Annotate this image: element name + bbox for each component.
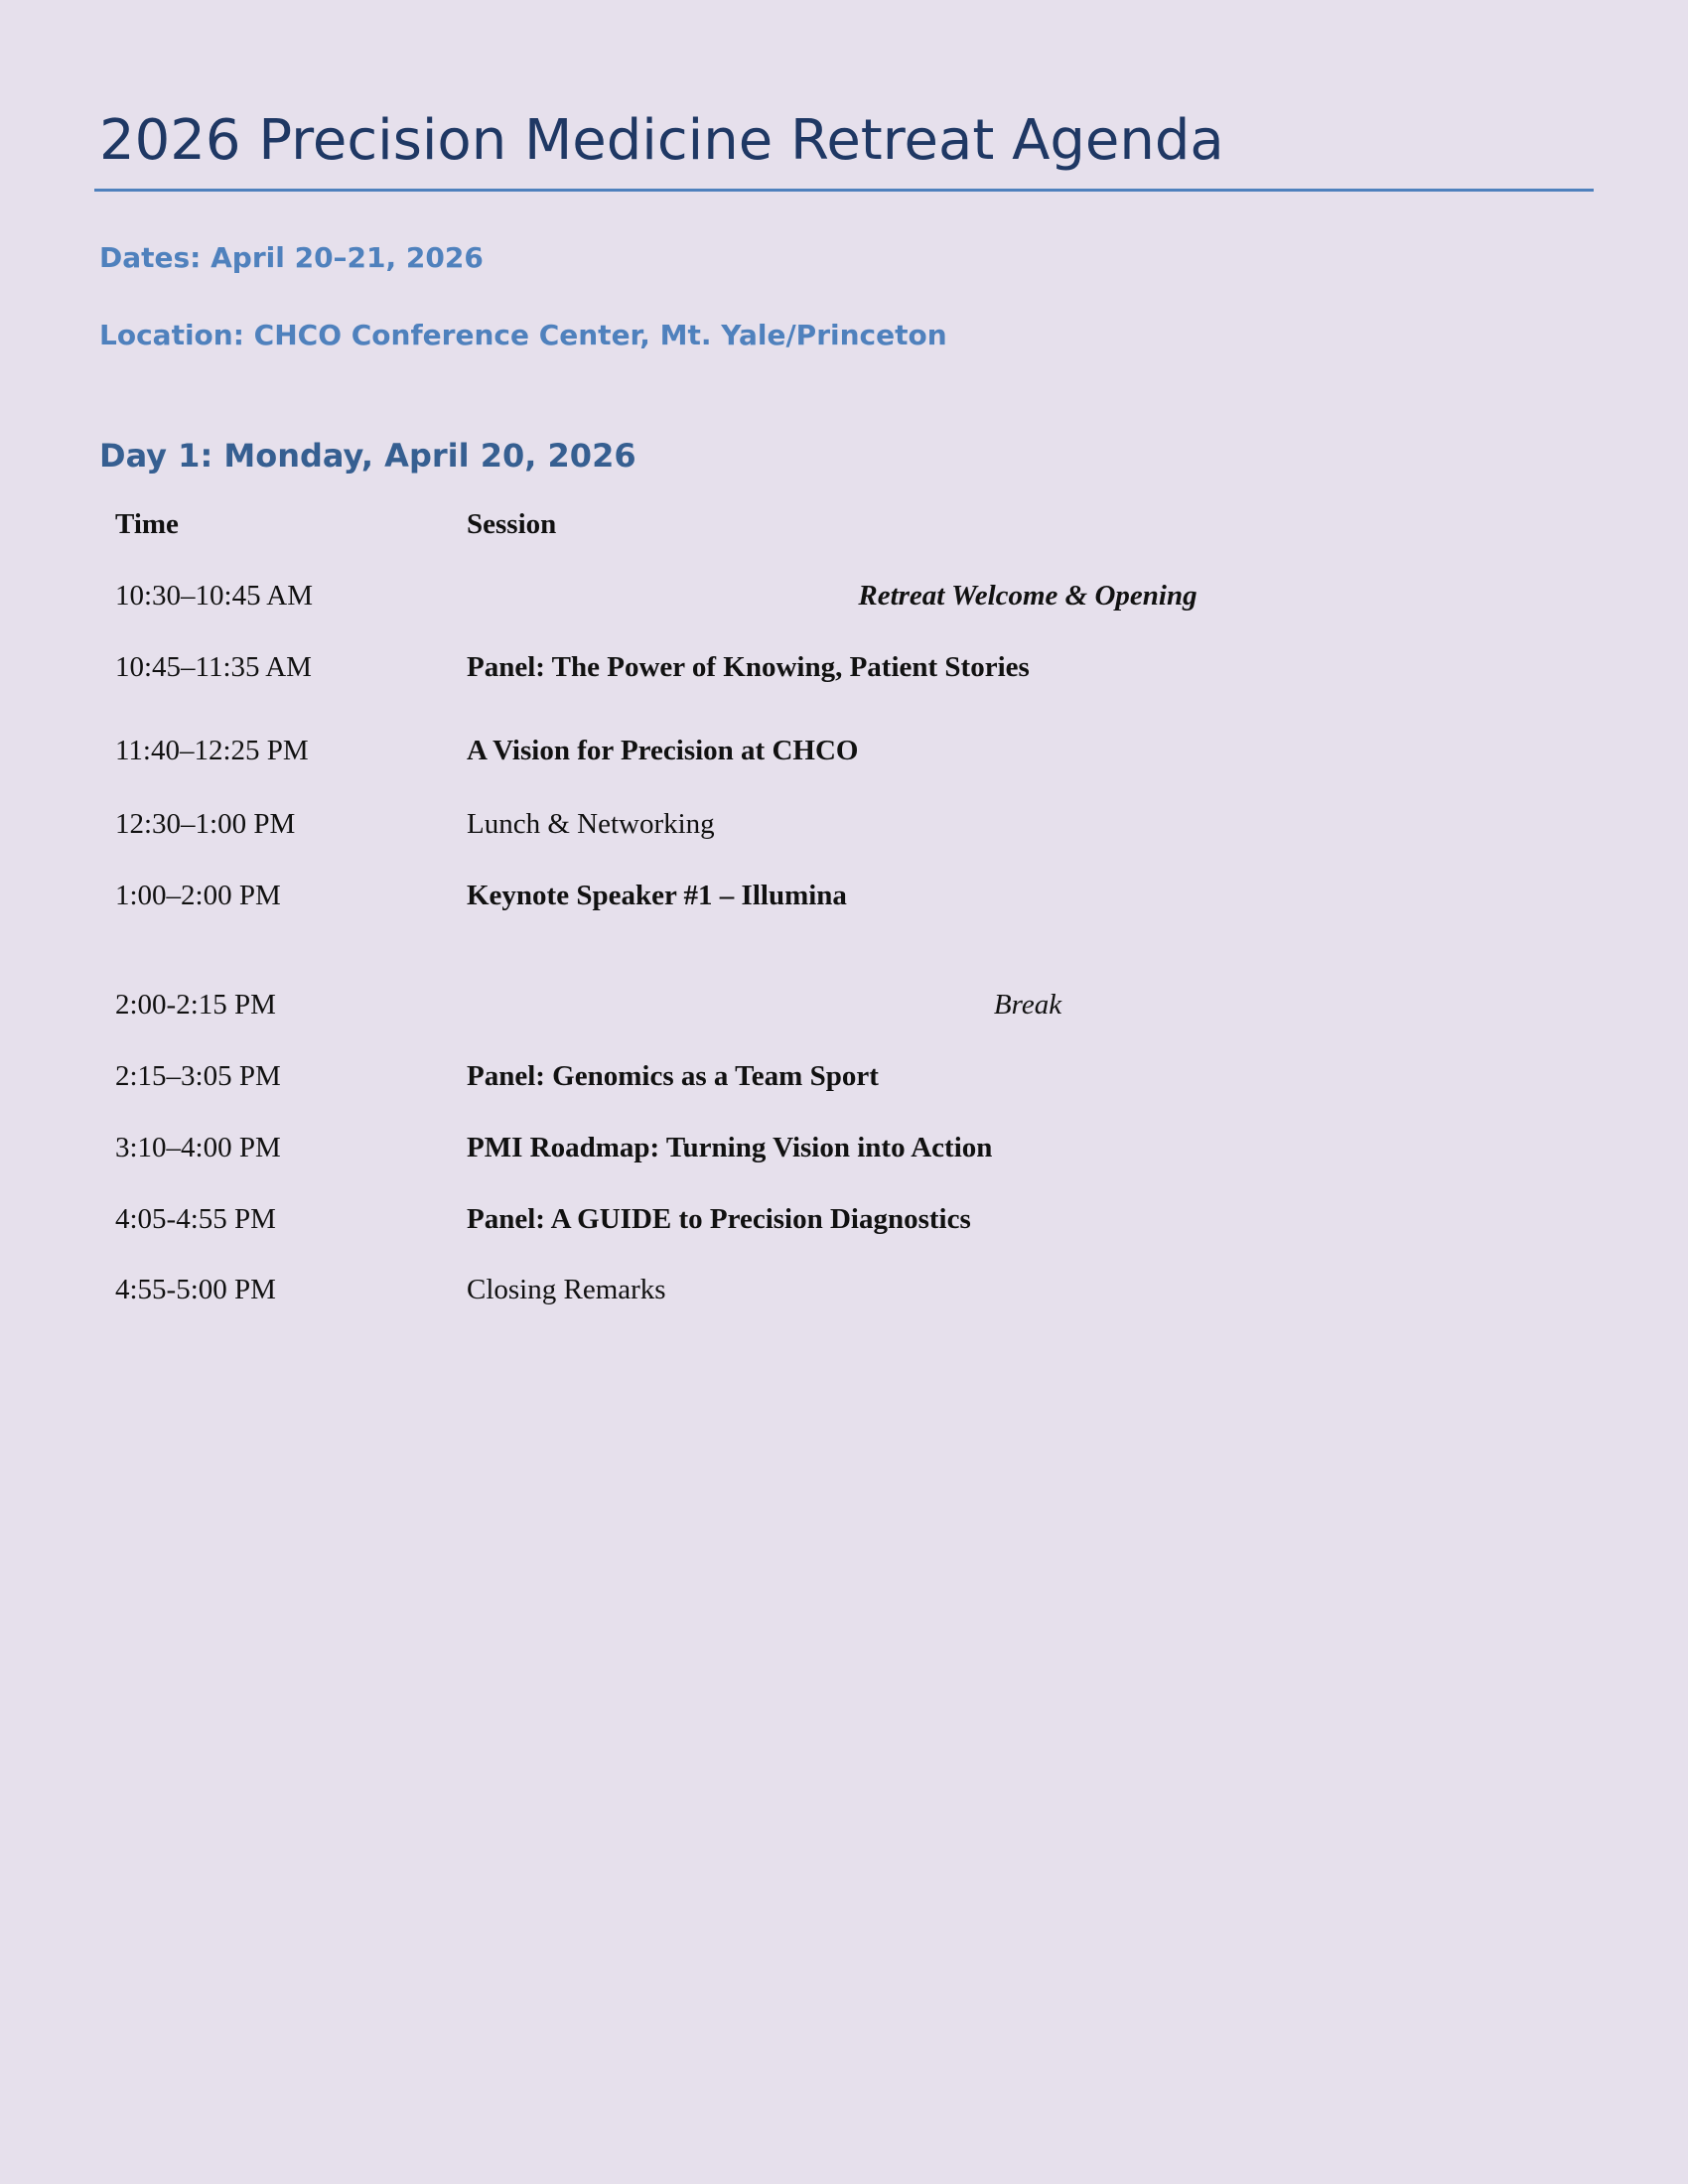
row-time: 12:30–1:00 PM [115, 808, 296, 840]
row-time: 3:10–4:00 PM [115, 1132, 281, 1163]
row-session: Retreat Welcome & Opening [858, 580, 1197, 612]
title-divider [94, 189, 1594, 192]
page-title: 2026 Precision Medicine Retreat Agenda [99, 108, 1224, 173]
row-time: 11:40–12:25 PM [115, 735, 309, 766]
row-session: Panel: Genomics as a Team Sport [467, 1060, 879, 1092]
column-header-session: Session [467, 508, 557, 540]
row-session: Closing Remarks [467, 1274, 666, 1305]
row-session: PMI Roadmap: Turning Vision into Action [467, 1132, 993, 1163]
row-session: Panel: The Power of Knowing, Patient Stories [467, 651, 1030, 683]
row-time: 4:55-5:00 PM [115, 1274, 276, 1305]
row-time: 4:05-4:55 PM [115, 1203, 276, 1235]
row-time: 2:00-2:15 PM [115, 989, 276, 1021]
row-session: Panel: A GUIDE to Precision Diagnostics [467, 1203, 971, 1235]
row-time: 10:45–11:35 AM [115, 651, 312, 683]
event-location: Location: CHCO Conference Center, Mt. Yale/Princeton [99, 319, 947, 351]
row-session: Lunch & Networking [467, 808, 715, 840]
event-dates: Dates: April 20–21, 2026 [99, 241, 484, 274]
row-session: A Vision for Precision at CHCO [467, 735, 859, 766]
day-1-heading: Day 1: Monday, April 20, 2026 [99, 437, 636, 475]
row-time: 2:15–3:05 PM [115, 1060, 281, 1092]
column-header-time: Time [115, 508, 179, 540]
row-session: Break [993, 989, 1062, 1021]
row-session: Keynote Speaker #1 – Illumina [467, 880, 847, 911]
row-time: 1:00–2:00 PM [115, 880, 281, 911]
row-time: 10:30–10:45 AM [115, 580, 313, 612]
